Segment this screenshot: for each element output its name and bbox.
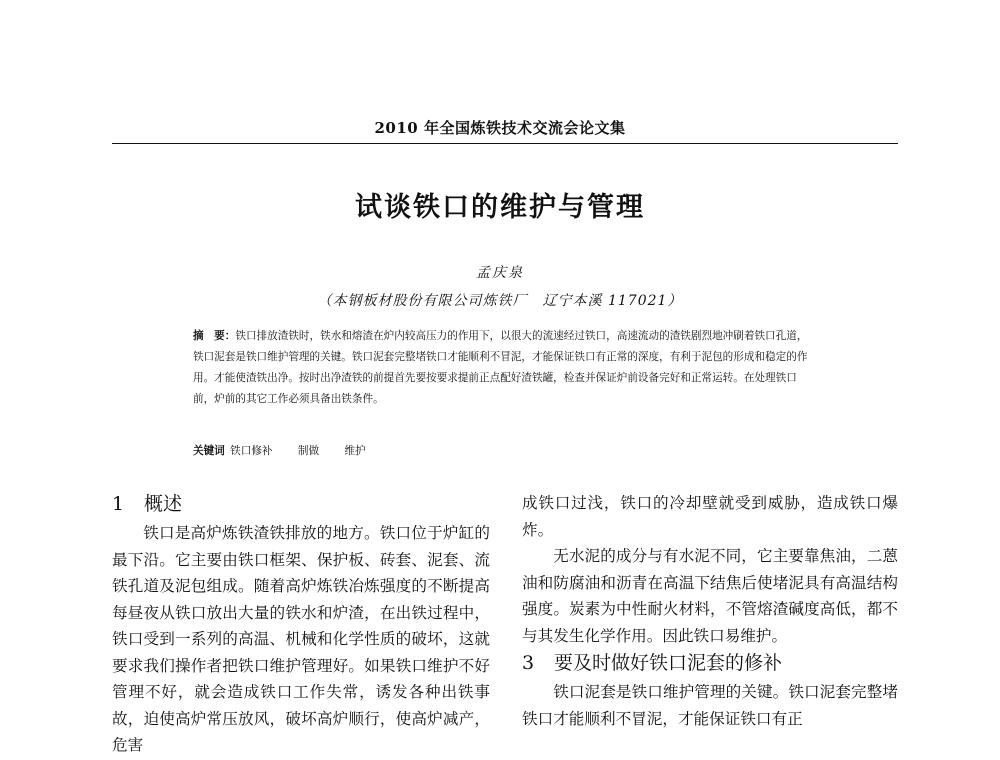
section-1-heading [112,490,490,518]
keywords-label: 关键词 [193,445,225,457]
keywords [193,443,813,458]
keyword-item: 维护 [344,445,366,457]
section-3-title: 要及时做好铁口泥套的修补 [554,652,783,674]
section-1-paragraph: 铁口是高炉炼铁渣铁排放的地方。铁口位于炉缸的最下沿。它主要由铁口框架、保护板、砖套、泥套、流铁孔道及泥包组成。随着高炉炼铁冶炼强度的不断提高每昼夜从铁口放出大量的铁水和炉渣，在出铁过程中，铁口受到一系列的高温、机械和化学性质的破坏，这就要求我们操作者把铁口维护管理好。如果铁口维护不好管理不好，就会造成铁口工作失常，诱发各种出铁事故，迫使高炉常压放风，破坏高炉顺行，使高炉减产，危害 [112,524,490,754]
affiliation: （本钢板材股份有限公司炼铁厂 辽宁本溪 117021） [317,293,683,309]
continued-paragraph: 成铁口过浅，铁口的冷却壁就受到威胁，造成铁口爆炸。 [522,494,898,539]
section-3-paragraph: 铁口泥套是铁口维护管理的关键。铁口泥套完整堵铁口才能顺利不冒泥，才能保证铁口有正 [522,683,898,728]
left-column [112,490,490,759]
section-3-number: 3 [522,652,535,674]
cement-paragraph: 无水泥的成分与有水泥不同，它主要靠焦油，二蒽油和防腐油和沥青在高温下结焦后使堵泥具有高温结构强度。炭素为中性耐火材料，不管熔渣碱度高低，都不与其发生化学作用。因此铁口易维护。 [522,547,898,645]
abstract [193,326,813,410]
right-column [522,490,898,732]
section-1-title: 概述 [144,493,183,515]
running-head: 2010 年全国炼铁技术交流会论文集 [374,119,626,137]
abstract-text: 铁口排放渣铁时，铁水和熔渣在炉内较高压力的作用下，以很大的流速经过铁口，高速流动的渣铁剧烈地冲刷着铁口孔道，铁口泥套是铁口维护管理的关键。铁口泥套完整堵铁口才能顺利不冒泥，才能保证铁口有正常的深度，有利于泥包的形成和稳定的作用。才能使渣铁出净。按时出净渣铁的前提首先要按要求提前正点配好渣铁罐，检查并保证炉前设备完好和正常运转。在处理铁口前，炉前的其它工作必须具备出铁条件。 [193,330,808,405]
abstract-label: 摘 要： [193,330,236,342]
keyword-item: 制做 [297,445,320,457]
header-rule [112,143,898,144]
author-name: 孟庆泉 [476,265,524,281]
paper-title: 试谈铁口的维护与管理 [355,192,645,223]
section-1-number: 1 [112,493,125,515]
section-3-heading [522,649,898,677]
keyword-item: 铁口修补 [230,445,273,457]
